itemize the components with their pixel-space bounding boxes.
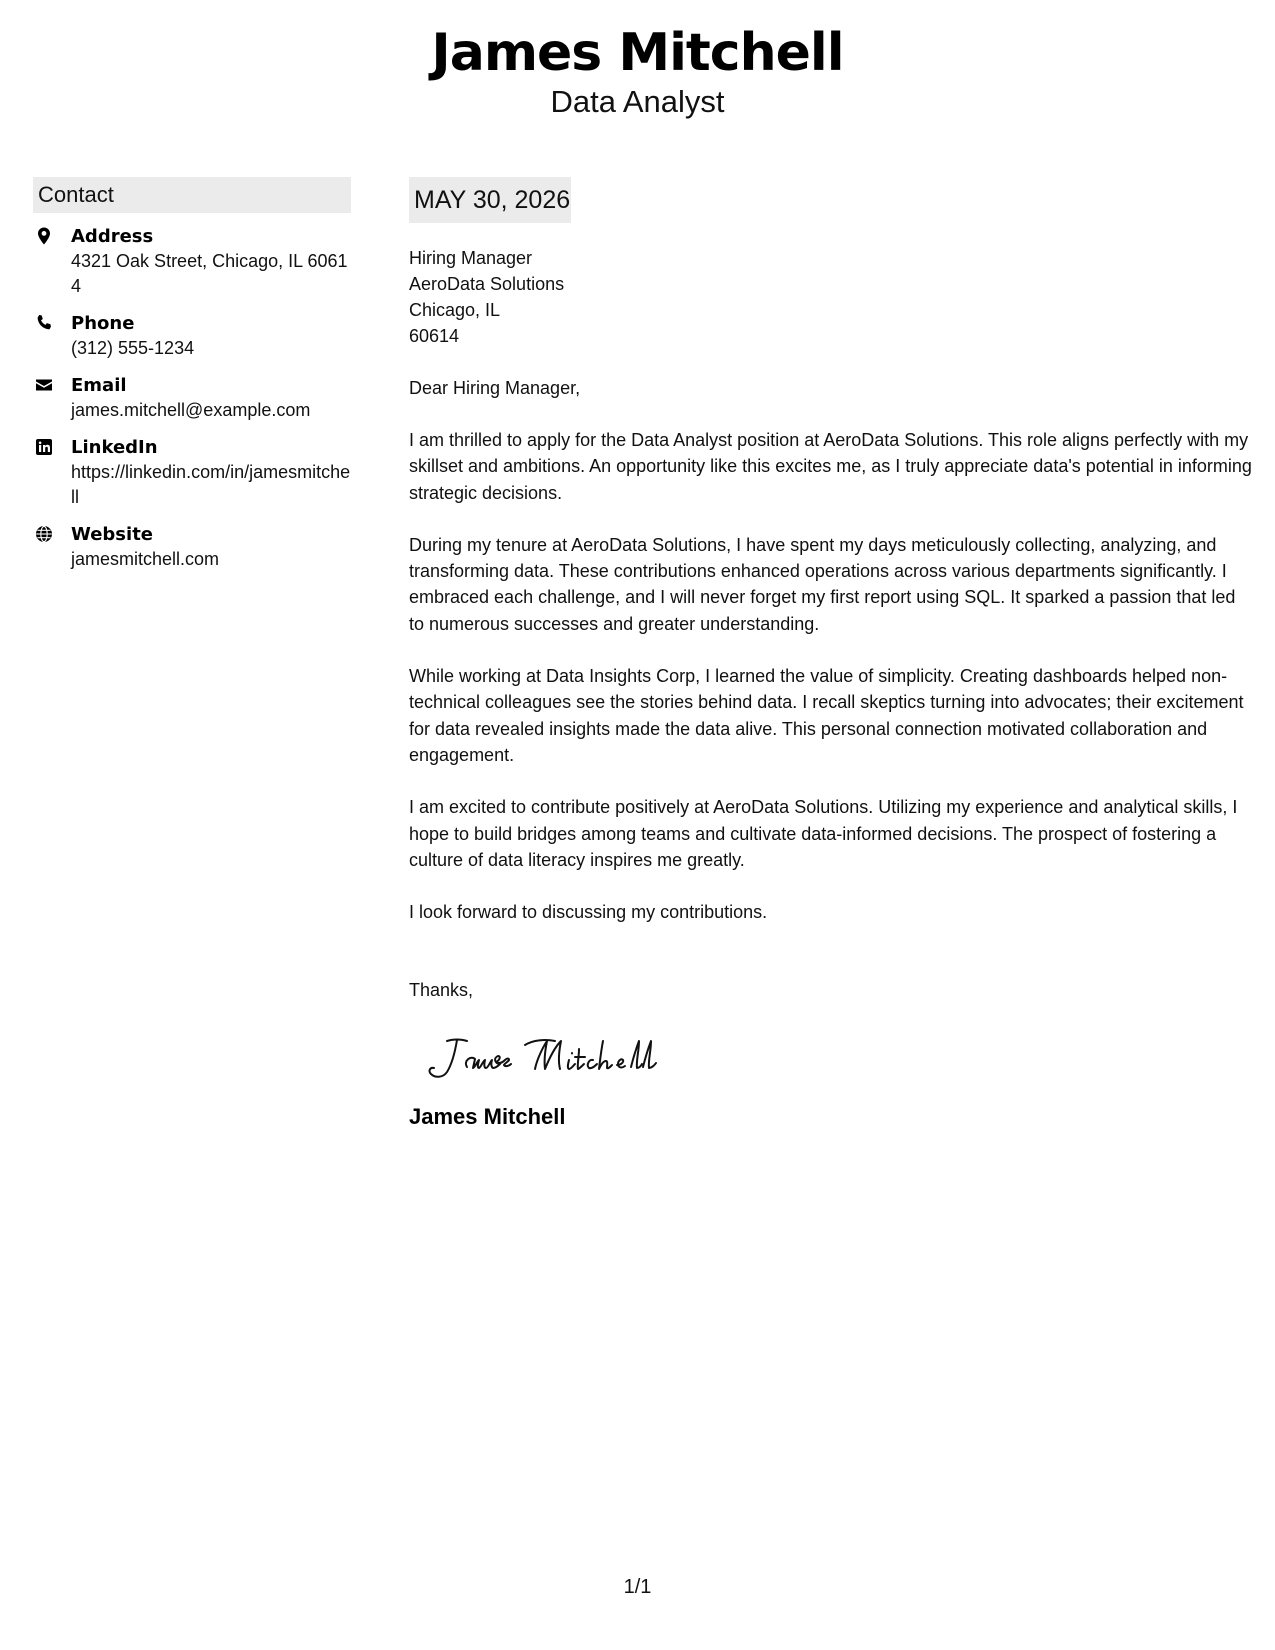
recipient-line: 60614 <box>409 326 460 346</box>
contact-item-linkedin <box>33 436 351 510</box>
header <box>0 22 1275 120</box>
applicant-name: James Mitchell <box>431 23 844 83</box>
body-paragraph: I look forward to discussing my contributions. <box>409 902 768 923</box>
contact-item-address <box>33 225 351 299</box>
map-pin-icon <box>35 227 53 245</box>
body-paragraph: I am thrilled to apply for the Data Analyst position at AeroData Solutions. This role aligns perfectly with my skillset and ambitions. An opportunity like this excites me, as I truly appreciate data's potential in informing strategic decisions. <box>409 430 1252 503</box>
contact-item-phone <box>33 312 351 361</box>
contact-sidebar <box>33 177 351 585</box>
website-link[interactable]: jamesmitchell.com <box>71 549 220 569</box>
body-paragraph: I am excited to contribute positively at AeroData Solutions. Utilizing my experience and analytical skills, I hope to build bridges among teams and cultivate data-informed decisions. The prospect of fostering a culture of data literacy inspires me greatly. <box>409 797 1238 870</box>
body-paragraph: During my tenure at AeroData Solutions, I have spent my days meticulously collecting, analyzing, and transforming data. These contributions enhanced operations across various departments significantly. I embraced each challenge, and I will never forget my first report using SQL. It sparked a passion that led to numerous successes and greater understanding. <box>409 534 1236 634</box>
contact-item-email <box>33 374 351 423</box>
globe-icon <box>35 525 53 543</box>
closing: Thanks, <box>409 980 474 1001</box>
contact-label: Website <box>71 524 154 545</box>
contact-item-website <box>33 523 351 572</box>
linkedin-link[interactable]: https://linkedin.com/in/jamesmitchell <box>71 462 351 507</box>
recipient-line: Hiring Manager <box>409 248 533 268</box>
letter-body <box>409 177 1254 1131</box>
linkedin-icon <box>35 438 53 456</box>
body-paragraph: While working at Data Insights Corp, I learned the value of simplicity. Creating dashboards helped non-technical colleagues see the stories behind data. I recall skeptics turning into advocates; their excitement for data revealed insights made the data alive. This personal connection motivated collaboration and engagement. <box>409 666 1244 765</box>
contact-heading: Contact <box>33 177 351 213</box>
address-value: 4321 Oak Street, Chicago, IL 60614 <box>71 251 348 296</box>
signer-name: James Mitchell <box>409 1104 566 1130</box>
letter-date: MAY 30, 2026 <box>409 177 571 223</box>
recipient-block <box>409 245 1254 349</box>
email-link[interactable]: james.mitchell@example.com <box>71 400 311 420</box>
page-number: 1/1 <box>623 1576 652 1598</box>
contact-label: LinkedIn <box>71 437 158 458</box>
recipient-line: Chicago, IL <box>409 300 501 320</box>
contact-list <box>33 225 351 572</box>
contact-label: Address <box>71 226 154 247</box>
contact-label: Email <box>71 375 127 396</box>
envelope-icon <box>35 376 53 394</box>
handwritten-signature <box>417 1027 677 1087</box>
phone-icon <box>35 314 53 332</box>
recipient-line: AeroData Solutions <box>409 274 565 294</box>
contact-label: Phone <box>71 313 135 334</box>
salutation: Dear Hiring Manager, <box>409 378 581 398</box>
job-title: Data Analyst <box>550 84 725 119</box>
phone-value: (312) 555-1234 <box>71 338 195 358</box>
